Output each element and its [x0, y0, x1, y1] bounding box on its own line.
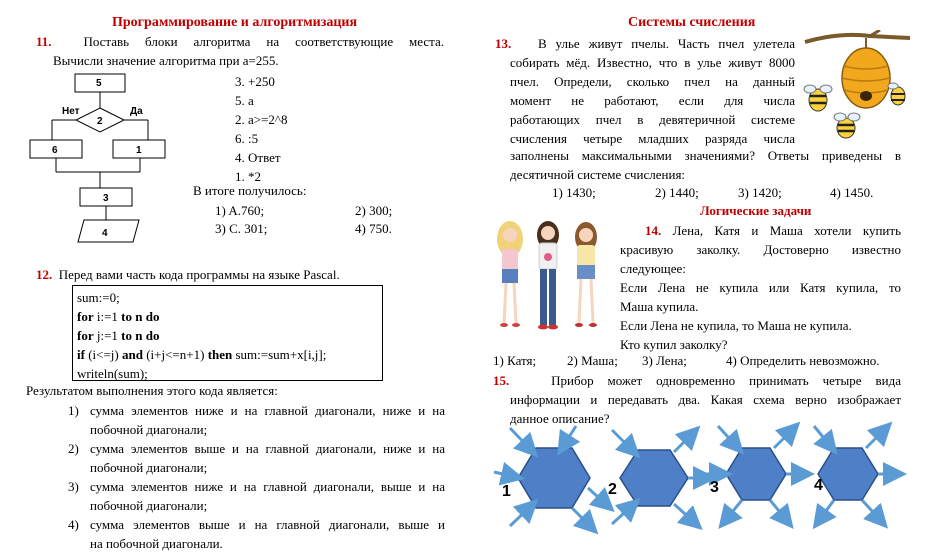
q11-block-list: [235, 72, 288, 186]
q12-option-cont: побочной диагонали;: [90, 498, 208, 513]
q13-answer-4: 4) 1450.: [830, 185, 874, 200]
q11-answer-1: 1) A.760;: [215, 203, 265, 218]
device-schemes: [488, 418, 928, 553]
flow-label-3: 3: [103, 193, 109, 204]
q12-option: 3) сумма элементов ниже и на главной диагонали, выше и на: [68, 479, 445, 494]
scheme-label-1: 1: [502, 483, 511, 500]
branch: [805, 35, 910, 42]
q11-answer-3: 3) C. 301;: [215, 221, 268, 236]
q12-result-label: Результатом выполнения этого кода является:: [26, 383, 278, 398]
q11-block-item: 1. *2: [235, 169, 261, 184]
q12-option: 1) сумма элементов ниже и на главной диагонали, ниже и на: [68, 403, 445, 418]
scheme-3: [704, 426, 806, 522]
q13-number: 13.: [495, 36, 512, 51]
q11-block-item: 3. +250: [235, 74, 275, 89]
code-line-2: for i:=1 to n do: [77, 309, 160, 324]
code-line-3: for j:=1 to n do: [77, 328, 160, 343]
scheme-label-2: 2: [608, 481, 617, 498]
q12-line: [36, 267, 340, 283]
q13-answer-2: 2) 1440;: [655, 185, 699, 200]
girl-2: [537, 221, 559, 330]
flow-block-4: [78, 220, 139, 242]
right-heading: Системы счисления: [628, 15, 756, 30]
q11-answer-2: 2) 300;: [355, 203, 393, 218]
q14-answer-1: 1) Катя;: [493, 353, 537, 368]
q15-block: 15. Прибор может одновременно принимать четыре вида информации и передавать два. Какая схема верно изображает данное описание?: [493, 373, 901, 426]
q11-block-item: 4. Ответ: [235, 150, 281, 165]
q13-answer-1: 1) 1430;: [552, 185, 596, 200]
q12-option-cont: побочной диагонали;: [90, 422, 208, 437]
flow-label-5: 5: [96, 78, 102, 89]
scheme-label-4: 4: [814, 477, 823, 494]
flow-label-2: 2: [97, 116, 103, 127]
q11-line2: Вычисли значение алгоритма при a=255.: [53, 53, 279, 68]
code-line-5: writeln(sum);: [77, 366, 148, 381]
q12-option: 2) сумма элементов выше и на главной диагонали, ниже и на: [68, 441, 445, 456]
code-line-4: if (i<=j) and (i+j<=n+1) then sum:=sum+x[i,j];: [77, 347, 327, 362]
left-heading: Программирование и алгоритмизация: [112, 15, 358, 30]
flowchart: [0, 0, 240, 250]
scheme-label-3: 3: [710, 479, 719, 496]
q12-option-cont: побочной диагонали;: [90, 460, 208, 475]
q12-text: Перед вами часть кода программы на языке Pascal.: [58, 267, 340, 282]
flow-label-1: 1: [136, 145, 142, 156]
q14-block: 14. Лена, Катя и Маша хотели купить красивую заколку. Достоверно известно следующее: Если Лена не купила или Катя купила, то Маша купила. Если Лена не купила, то Маша не купила. Кто купил заколку?: [620, 223, 901, 352]
flow-label-4: 4: [102, 228, 108, 239]
q11-block-item: 2. a>=2^8: [235, 112, 288, 127]
girl-1: [497, 221, 523, 327]
girl-3: [575, 222, 597, 327]
q11-block-item: 5. a: [235, 93, 254, 108]
bee-3: [834, 113, 860, 138]
q11-block-item: 6. :5: [235, 131, 259, 146]
q14-answer-2: 2) Маша;: [567, 353, 618, 368]
flow-label-6: 6: [52, 145, 58, 156]
scheme-2: [612, 430, 708, 524]
q14-answer-3: 3) Лена;: [642, 353, 687, 368]
scheme-4: [814, 426, 898, 522]
logic-heading: Логические задачи: [700, 203, 812, 218]
q12-number: 12.: [36, 267, 53, 282]
code-line-1: sum:=0;: [77, 290, 120, 305]
q12-option: 4) сумма элементов выше и на главной диагонали, выше и: [68, 517, 445, 532]
bee-1: [804, 85, 832, 111]
q13-line-8: десятичной системе счисления:: [510, 167, 686, 182]
q12-option-cont: на побочной диагонали.: [90, 536, 223, 551]
flow-label-yes: Да: [130, 106, 143, 117]
q13-answer-3: 3) 1420;: [738, 185, 782, 200]
flow-label-no: Нет: [62, 106, 80, 117]
q11-answer-4: 4) 750.: [355, 221, 392, 236]
q11-result-label: В итоге получилось:: [193, 183, 307, 198]
q12-options: [68, 401, 445, 553]
q14-number: 14.: [645, 223, 662, 238]
q15-number: 15.: [493, 373, 510, 388]
bee-2: [888, 83, 905, 105]
q13-line-7: заполнены максимальными значениями? Ответы приведены в: [510, 148, 901, 163]
q11-number: 11.: [36, 34, 52, 49]
q14-answer-4: 4) Определить невозможно.: [726, 353, 880, 368]
girls-illustration: [488, 213, 613, 343]
q11-text: Поставь блоки алгоритма на соответствующие места.: [83, 34, 445, 49]
q13-block: 13. В улье живут пчелы. Часть пчел улетела собирать мёд. Известно, что в улье живут 8000 пчел. Определи, сколько пчел на данный момент не работают, если для числа работающих пчел в девятеричной системе счисления четыре младших разряда числа: [495, 36, 795, 146]
scheme-1: [494, 426, 608, 528]
beehive-illustration: [800, 30, 915, 142]
code-box: [72, 285, 383, 381]
